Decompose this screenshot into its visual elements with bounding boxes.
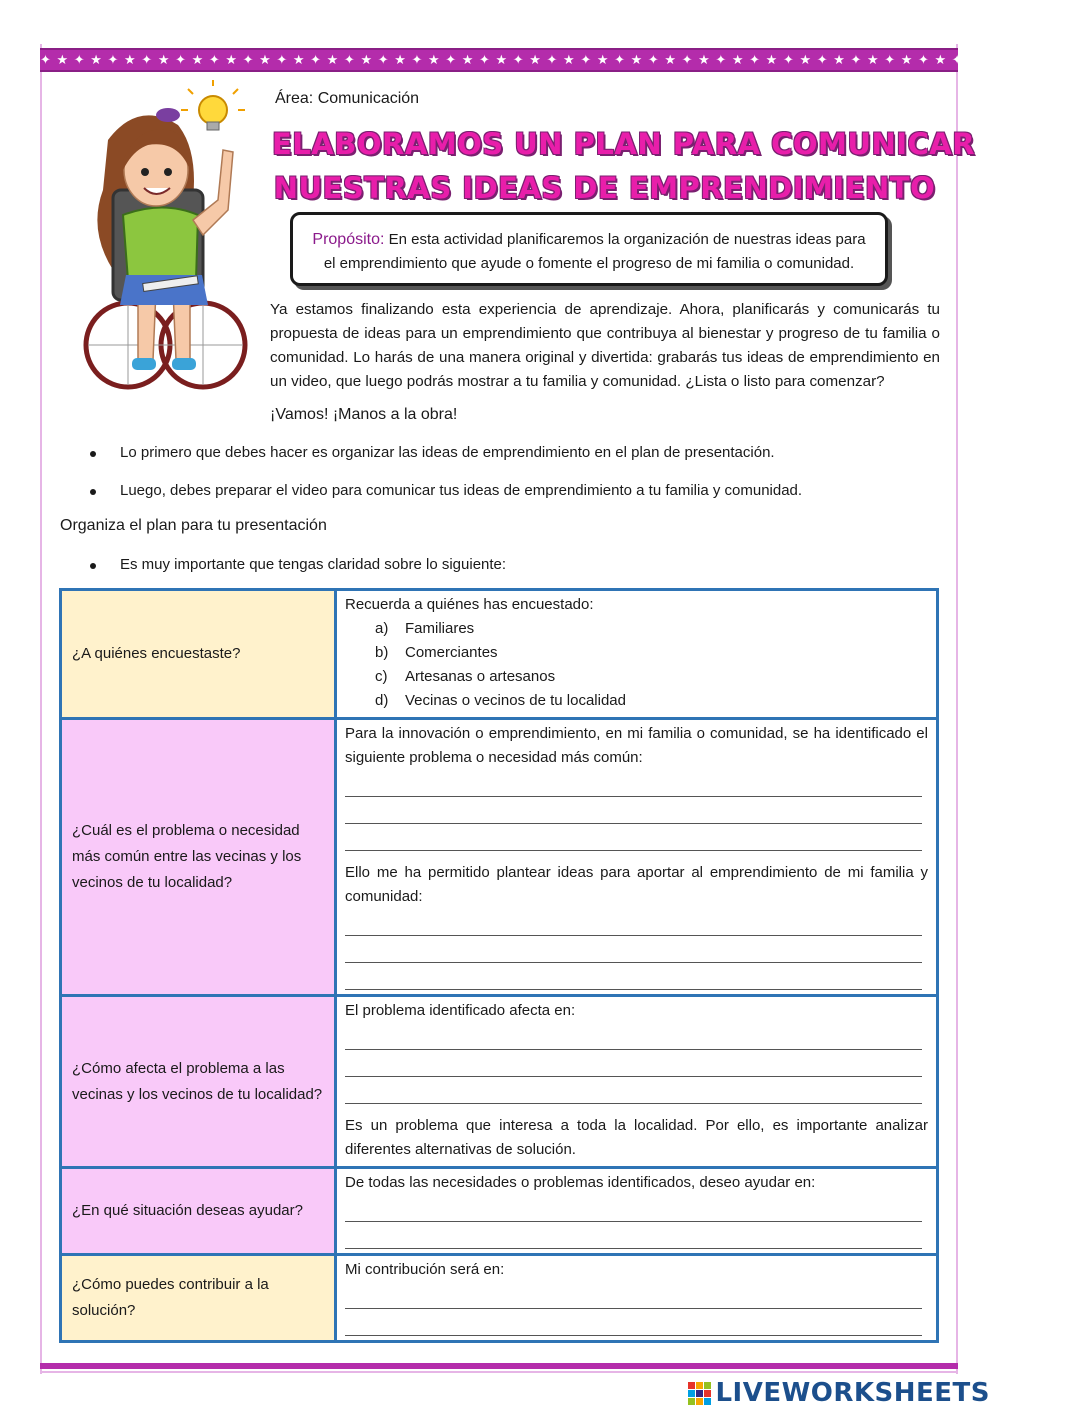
girl-wheelchair-illustration [68,80,268,420]
table-row [61,590,938,719]
logo-tile [688,1382,695,1389]
option-text: Vecinas o vecinos de tu localidad [405,692,626,709]
bullet-dot-icon [90,451,96,457]
answer-prompt: Para la innovación o emprendimiento, en mi familia o comunidad, se ha identificado el siguiente problema o necesidad más común: [345,725,928,766]
logo-tile [696,1398,703,1405]
page-title [272,122,976,210]
star-border [40,48,1082,72]
write-line[interactable] [345,1195,922,1222]
logo-tile [688,1390,695,1397]
write-line[interactable] [345,909,922,936]
write-line[interactable] [345,824,922,851]
question-cell: ¿Cómo puedes contribuir a la solución? [61,1255,336,1342]
answer-prompt: Ello me ha permitido plantear ideas para aportar al emprendimiento de mi familia y comunidad: [345,864,928,905]
list-item [345,641,928,665]
bullet-dot-icon [90,563,96,569]
write-line[interactable] [345,936,922,963]
list-item [345,665,928,689]
logo-tile [704,1398,711,1405]
title-line-2: NUESTRAS IDEAS DE EMPRENDIMIENTO [273,171,936,205]
bullet-text-3: Es muy importante que tengas claridad sobre lo siguiente: [120,556,507,573]
bottom-rule [40,1363,958,1369]
write-line[interactable] [345,1077,922,1104]
logo-tiles-icon [688,1382,711,1405]
option-letter: d) [375,692,389,709]
option-letter: b) [375,644,389,661]
purpose-box [290,212,888,286]
write-line[interactable] [345,1309,922,1336]
star-border-pattern: ✦ ★ ✦ ★ ✦ ★ ✦ ★ ✦ ★ ✦ ★ ✦ ★ ✦ ★ ✦ ★ ✦ ★ ✦ ★ ✦ ★ ✦ ★ ✦ ★ ✦ ★ ✦ ★ ✦ ★ ✦ ★ ✦ ★ ✦ ★ ✦ ★ ✦ ★ ✦ ★ ✦ ★ ✦ ★ ✦ ★ ✦ ★ ✦ ★ ✦ ★ ✦ ★ ✦ ★ [40,52,1082,67]
answer-cell [336,996,938,1168]
title-line-1: ELABORAMOS UN PLAN PARA COMUNICAR [272,127,976,161]
option-text: Comerciantes [405,644,498,661]
write-line[interactable] [345,963,922,990]
logo-tile [704,1390,711,1397]
bullet-text-1: Lo primero que debes hacer es organizar las ideas de emprendimiento en el plan de presentación. [120,444,775,461]
write-line[interactable] [345,770,922,797]
list-item [345,689,928,713]
answer-prompt: Mi contribución será en: [345,1261,505,1278]
answer-cell [336,1168,938,1255]
question-cell: ¿En qué situación deseas ayudar? [61,1168,336,1255]
table-row [61,719,938,996]
logo-tile [688,1398,695,1405]
write-line[interactable] [345,1023,922,1050]
answer-cell [336,719,938,996]
table-row [61,996,938,1168]
answer-prompt: De todas las necesidades o problemas identificados, deseo ayudar en: [345,1174,816,1191]
logo-tile [704,1382,711,1389]
logo-tile [696,1382,703,1389]
option-letter: a) [375,620,389,637]
lightbulb-icon [181,80,245,130]
plan-table [59,588,939,1343]
write-line[interactable] [345,1050,922,1077]
option-letter: c) [375,668,388,685]
logo-text: LIVEWORKSHEETS [715,1378,990,1408]
purpose-text: En esta actividad planificaremos la organización de nuestras ideas para el emprendimiento que ayude o fomente el progreso de mi familia o comunidad. [323,231,866,272]
liveworksheets-logo[interactable] [688,1380,990,1406]
bullet-text-2: Luego, debes preparar el video para comunicar tus ideas de emprendimiento a tu familia y comunidad. [120,482,803,499]
option-text: Artesanas o artesanos [405,668,556,685]
question-cell: ¿Cuál es el problema o necesidad más común entre las vecinas y los vecinos de tu localidad? [61,719,336,996]
write-line[interactable] [345,1282,922,1309]
question-cell: ¿Cómo afecta el problema a las vecinas y los vecinos de tu localidad? [61,996,336,1168]
bottom-rule-thin [40,1371,958,1373]
option-text: Familiares [405,620,475,637]
answer-prompt: El problema identificado afecta en: [345,1002,576,1019]
intro-paragraph: Ya estamos finalizando esta experiencia de aprendizaje. Ahora, planificarás y comunicarás tu propuesta de ideas para un emprendimiento que contribuya al bienestar y progreso de tu familia o comunidad. Lo harás de una manera original y divertida: grabarás tus ideas de emprendimiento en un video, que luego podrás mostrar a tu familia y comunidad. ¿Lista o listo para comenzar? [270,301,940,390]
cheer-text: ¡Vamos! ¡Manos a la obra! [270,406,458,423]
answer-prompt: Es un problema que interesa a toda la localidad. Por ello, es importante analizar diferentes alternativas de solución. [345,1117,928,1158]
write-line[interactable] [345,797,922,824]
table-row [61,1255,938,1342]
purpose-label: Propósito: [312,231,385,248]
subject-area: Área: Comunicación [275,90,420,107]
answer-cell [336,590,938,719]
logo-tile [696,1390,703,1397]
write-line[interactable] [345,1222,922,1249]
section-subhead: Organiza el plan para tu presentación [60,517,327,534]
answer-intro: Recuerda a quiénes has encuestado: [345,596,594,613]
question-cell: ¿A quiénes encuestaste? [61,590,336,719]
answer-cell [336,1255,938,1342]
bullet-dot-icon [90,489,96,495]
table-row [61,1168,938,1255]
list-item [345,617,928,641]
